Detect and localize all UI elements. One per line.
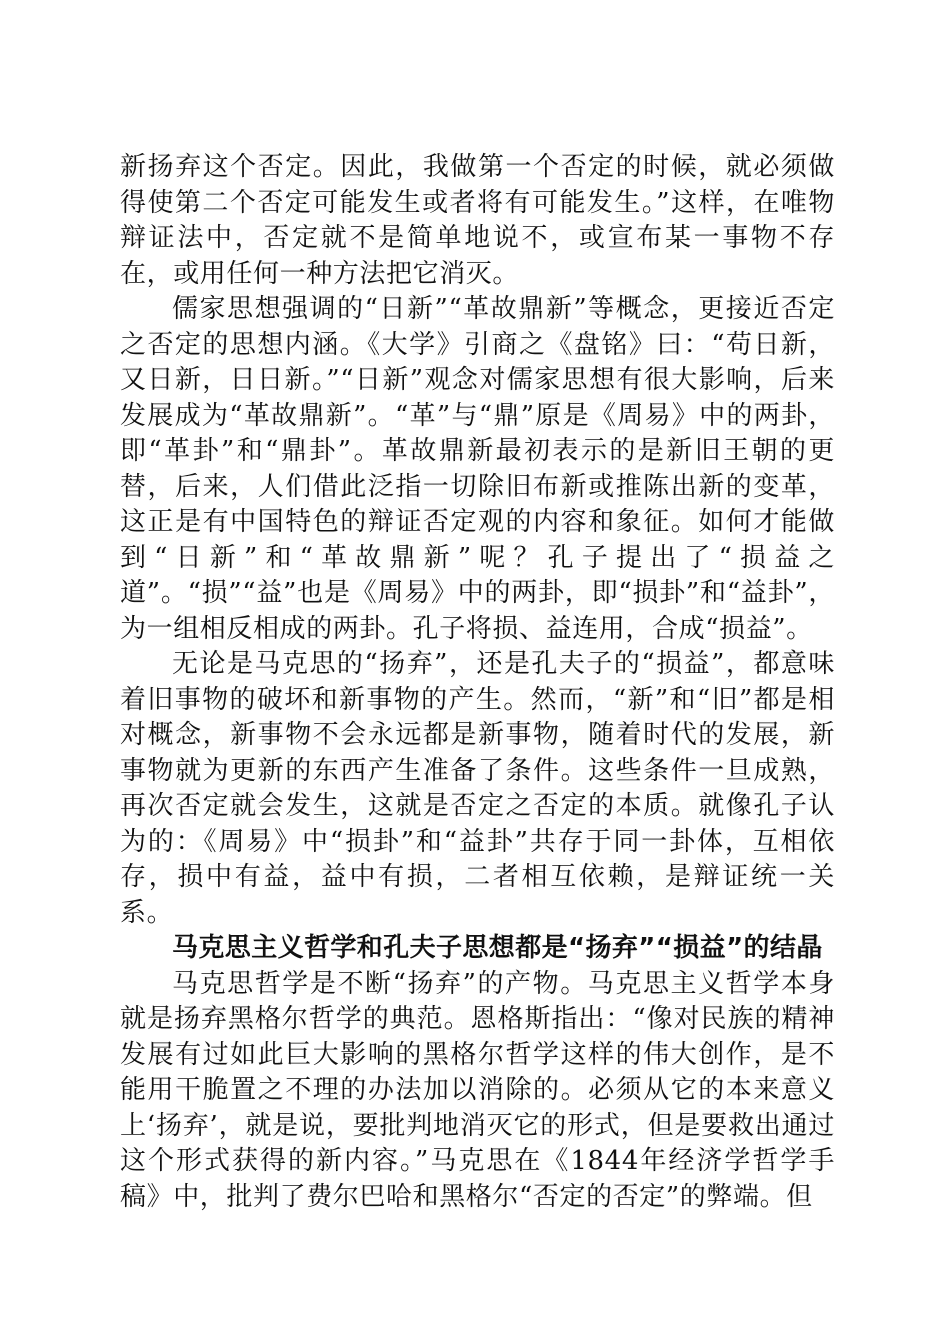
body-paragraph-4: 马克思哲学是不断“扬弃”的产物。马克思主义哲学本身就是扬弃黑格尔哲学的典范。恩格斯指出：“像对民族的精神发展有过如此巨大影响的黑格尔哲学这样的伟大创作，是不能用干脆置之不理的办法加以消除的。必须从它的本来意义上‘扬弃’，就是说，要批判地消灭它的形式，但是要救出通过这个形式获得的新内容。”马克思在《1844年经济学哲学手稿》中，批判了费尔巴哈和黑格尔“否定的否定”的弊端。但 — [120, 968, 835, 1212]
body-paragraph-1: 新扬弃这个否定。因此，我做第一个否定的时候，就必须做得使第二个否定可能发生或者将有可能发生。”这样，在唯物辩证法中，否定就不是简单地说不，或宣布某一事物不存在，或用任何一种方法把它消灭。 — [120, 152, 835, 289]
section-heading: 马克思主义哲学和孔夫子思想都是“扬弃”“损益”的结晶 — [172, 933, 823, 963]
document-page — [120, 150, 835, 1215]
body-paragraph-2: 儒家思想强调的“日新”“革故鼎新”等概念，更接近否定之否定的思想内涵。《大学》引商之《盘铭》曰：“苟日新，又日新，日日新。”“日新”观念对儒家思想有很大影响，后来发展成为“革故鼎新”。“革”与“鼎”原是《周易》中的两卦，即“革卦”和“鼎卦”。革故鼎新最初表示的是新旧王朝的更替，后来，人们借此泛指一切除旧布新或推陈出新的变革，这正是有中国特色的辩证否定观的内容和象征。如何才能做到“日新”和“革故鼎新”呢？孔子提出了“损益之道”。“损”“益”也是《周易》中的两卦，即“损卦”和“益卦”，为一组相反相成的两卦。孔子将损、益连用，合成“损益”。 — [120, 294, 835, 644]
body-paragraph-3: 无论是马克思的“扬弃”，还是孔夫子的“损益”，都意味着旧事物的破坏和新事物的产生。然而，“新”和“旧”都是相对概念，新事物不会永远都是新事物，随着时代的发展，新事物就为更新的东西产生准备了条件。这些条件一旦成熟，再次否定就会发生，这就是否定之否定的本质。就像孔子认为的：《周易》中“损卦”和“益卦”共存于同一卦体，互相依存，损中有益，益中有损，二者相互依赖，是辩证统一关系。 — [120, 649, 835, 928]
